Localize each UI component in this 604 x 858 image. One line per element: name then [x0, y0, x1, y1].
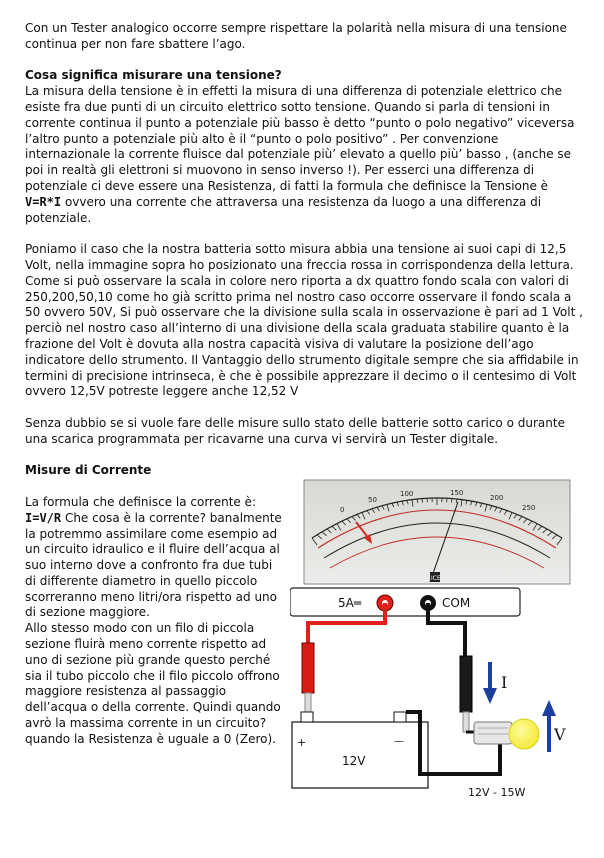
- battery-reading-paragraph: Poniamo il caso che la nostra batteria sotto misura abbia una tensione ai suoi capi di 12,5 Volt, nella immagine sopra ho posizionato una freccia rossa in corrispondenza della lettura. Come si può osservare la scala in colore nero riporta a dx quattro fondo scala con valori di 250,200,50,10 come ho già scritto prima nel nostro caso occorre osservare il fondo scala a 50 ovvero 50V, Si può osservare che la divisione sulla scala in osservazione è pari ad 1 Volt , perciò nel nostro caso all’interno di una divisione della scala graduata stabilire quanto è la frazione del Volt è dovuta alla nostra capacità visiva di valutare la posizione dell’ago indicatore dello strumento. Il Vantaggio dello strumento digitale sempre che sia affidabile in termini di precisione intrinseca, è che è possibile apprezzare il decimo o il centesimo di Volt ovvero 12,5V potreste leggere anche 12,52 V: [25, 242, 583, 399]
- current-formula: I=V/R: [25, 510, 62, 525]
- voltage-formula: V=R*I: [25, 194, 62, 209]
- battery-label: 12V: [342, 754, 366, 768]
- lamp: [474, 719, 539, 749]
- voltage-arrow-head: [542, 700, 556, 716]
- voltage-body-end: ovvero una corrente che attraversa una resistenza da luogo a una differenza di potenziale.: [25, 194, 542, 225]
- scale-label-200: 200: [490, 494, 504, 502]
- meter-brand: ICE: [431, 575, 441, 582]
- voltage-heading: Cosa significa misurare una tensione?: [25, 68, 282, 83]
- voltage-body: [25, 84, 585, 226]
- current-body: [25, 495, 283, 621]
- current-arrow-head: [483, 688, 497, 704]
- circuit-figure: [290, 478, 590, 808]
- current-body-2: Allo stesso modo con un filo di piccola sezione fluirà meno corrente rispetto ad uno di sezione più grande questo perché sia il tubo piccolo che il filo piccolo offrono maggiore resistenza al passaggio dell’acqua o della corrente. Quindi quando avrò la massima corrente in un circuito? quando la Resistenza è uguale a 0 (Zero).: [25, 621, 281, 746]
- voltage-body-text: La misura della tensione è in effetti la misura di una differenza di potenziale elettrico che esiste fra due punti di un circuito elettrico sotto tensione. Quando si parla di tensioni in corrente continua il punto a potenziale più basso è detto “punto o polo negativo” viceversa l’altro punto a potenziale più alto è il “punto o polo positivo” . Per convenzione internazionale la corrente fluisce dal potenziale più’ elevato a quello più’ basso , (anche se poi in realtà gli elettroni si muovono in senso inverso !). Per esserci una differenza di potenziale ci deve essere una Resistenza, di fatti la formula che definisce la Tensione è: [25, 84, 575, 193]
- scale-label-100: 100: [400, 490, 414, 498]
- battery: [292, 712, 428, 788]
- battery-minus: —: [394, 736, 404, 747]
- current-body-text: La formula che definisce la corrente è:: [25, 494, 257, 509]
- scale-label-50: 50: [368, 496, 377, 504]
- current-heading: Misure di Corrente: [25, 463, 152, 478]
- scale-label-250: 250: [522, 504, 536, 512]
- battery-plus: +: [297, 736, 307, 749]
- terminal-com-label: COM: [442, 596, 471, 610]
- current-section: [25, 495, 283, 748]
- current-symbol: I: [501, 673, 508, 692]
- lamp-label: 12V - 15W: [468, 786, 526, 799]
- current-body-end: Che cosa è la corrente? banalmente la potremmo assimilare come esempio ad un circuito idraulico e il fluire dell’acqua al suo interno dove a confronto fra due tubi di differente diametro in quello piccolo scorreranno meno litri/ora rispetto ad uno di sezione maggiore.: [25, 510, 282, 620]
- red-probe: [302, 643, 314, 693]
- black-probe: [460, 656, 472, 712]
- meter-face: [304, 480, 570, 584]
- circuit-diagram: [290, 478, 590, 808]
- terminal-panel: [290, 588, 520, 616]
- digital-tester-paragraph: Senza dubbio se si vuole fare delle misure sullo stato delle batterie sotto carico o durante una scarica programmata per ricavarne una curva vi servirà un Tester digitale.: [25, 415, 565, 446]
- intro-paragraph: Con un Tester analogico occorre sempre rispettare la polarità nella misura di una tensione continua per non fare sbattere l’ago.: [25, 21, 567, 51]
- scale-label-150: 150: [450, 489, 464, 497]
- voltage-section: [25, 68, 585, 226]
- scale-label-0: 0: [340, 506, 345, 514]
- terminal-5a-label: 5A═: [338, 596, 362, 610]
- voltage-symbol: V: [554, 725, 566, 744]
